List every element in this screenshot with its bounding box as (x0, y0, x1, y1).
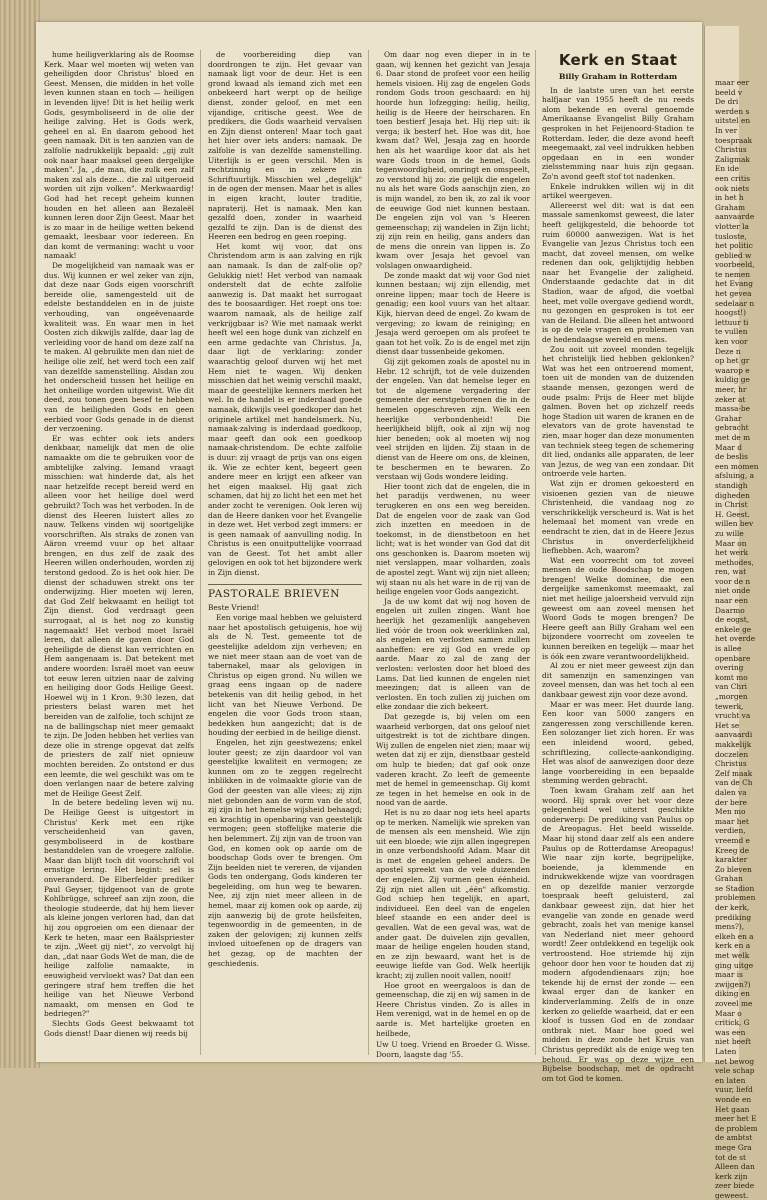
next-page-line: Grahan (715, 874, 743, 884)
next-page-line: de ambtst (715, 1133, 753, 1143)
next-page-line: komt mo (715, 672, 748, 682)
column-divider (200, 50, 201, 1055)
next-page-line: Maar d (715, 442, 742, 452)
next-page-line: zu wille (715, 528, 744, 538)
letter-signature: Uw U toeg. Vriend en Broeder G. Wisse. Doorn, laagste dag '55. (376, 1040, 530, 1059)
next-page-line: der kerk, (715, 903, 750, 913)
next-page-line: karakter (715, 855, 748, 865)
next-page-line: Zaligmak (715, 154, 750, 164)
column-4 (542, 50, 694, 1083)
column-2 (208, 50, 362, 1050)
next-page-line: kerk zijn (715, 1171, 748, 1181)
next-page-line: niet onde (715, 586, 751, 596)
next-page-line: toespraak (715, 135, 753, 145)
next-page-line: waarop e (715, 365, 750, 375)
next-page-line: vuur, liefd (715, 1085, 753, 1095)
column-3 (376, 50, 530, 1059)
paragraph: Engelen, het zijn geestwezens; enkel louter geest; ze zijn daardoor vol van geestelijke kwaliteit en vermogen; ze kunnen om zo te zeggen regelrecht inblikken in de volmaakte glorie van de God der geesten van alle vlees; zij zijn niet gebonden aan de vorm van de stof, zij zijn in het hemelse wijsheid behaagd; en krachtig in openbaring van geestelijk vermogen; geen stoffelijke materie die hen belemmert. Zij zijn van de troon van God, en komen ook op aarde om de boodschap Gods over te brengen. Om Zijn beelden niet te vereren, de vijanden Gods ten ondergang, Gods kinderen ter begeleiding, om hun weg te bewaren. Nee, zij zijn niet meer alleen in de hemel, maar zij komen ook op aarde, zij zijn aanwezig bij de grote heilsfeiten, tegenwoordig in de gemeenten, in de zaken der gelovigen; zij kunnen zelfs invloed uitoefenen op de dragers van het gezag, op de machten der geschiedenis. (208, 737, 362, 968)
next-page-line: Christus (715, 759, 747, 769)
next-page-line: Alleen dan (715, 1162, 755, 1172)
next-page-line: mege Gra (715, 1142, 752, 1152)
next-page-line: dalen va (715, 787, 747, 797)
next-page-line: voorbeeld, (715, 260, 755, 270)
next-page-line: de eogst, (715, 615, 750, 625)
paragraph: Het komt wij voor, dat ons Christendom arm is aan zalving en rijk aan namaak. Is dan de zalf-olie op? Gelukkig niet! Het verbod van namaak onderstelt dat de echte zalfolie aanwezig is. Dat maakt het surrogaat des te boosaardiger. Het roept ons toe: waarom namaak, als de heilige zalf verkrijgbaar is? Wie met namaak werkt heeft wel een hoge dunk van zichzelf en een arme gedachte van Christus. Ja, daar ligt de verklaring: zonder waarachtig geloof durven wij het met Hem niet te wagen. Wij denken misschien dat het weinig verschil maakt, maar de geestelijke kenners merken het wel. In de handel is er inderdaad goede namaak, dikwijls veel goedkoper dan het originele artikel met handelsmerk. Nu, namaak-zalving is inderdaad goedkoop, maar geeft dan ook een goedkoop namaak-christendom. De echte zalfolie is duur: zij vraagt de prijs van ons eigen ik. Wie ze echter kent, begeert geen andere meer en krijgt een afkeer van het eigen maaksel. Hij gaat zich schamen, dat hij zo licht het een met het ander zocht te verenigen. Ook leren wij dan de Heere danken voor het Evangelie in deze wet. Het verbod zegt immers: er is geen namaak of aanvulling nodig. In Christus is een onuitputtelijke voorraad van de Geest. Tot het ambt aller gelovigen en ook tot het bijzondere werk in Zijn dienst. (208, 241, 362, 578)
next-page-line: was een (715, 1027, 746, 1037)
next-page-line: het politic (715, 241, 753, 251)
next-page-line: kerk en a (715, 941, 751, 951)
next-page-line: ken voor (715, 337, 748, 347)
column-divider (535, 50, 536, 1055)
paragraph: Slechts Gods Geest bekwaamt tot Gods dienst! Daar dienen wij reeds bij (44, 1018, 194, 1038)
next-page-line: te vullen (715, 327, 748, 337)
next-page-line: beeld v (715, 87, 743, 97)
paragraph: De mogelijkheid van namaak was er dus. Wij kunnen er wel zeker van zijn, dat deze naar Gods eigen voorschrift bereide olie, samengesteld uit de edelste bestanddelen en in de juiste verhouding, van ongeëvenaarde kwaliteit was. En waar men in het Oosten zich dikwijls zalfde, daar lag de verleiding voor de hand om deze zalf na te maken. Al gebruikte men dan niet de heilige olie zelf, het werd toch een zalf van dezelfde samenstelling. Alsdan zou het onderscheid tussen het heilige en het onheilige worden uitgewist. Wie dit deed, zou tonen geen besef te hebben van de heiligheden Gods en geen eerbied voor Gods genade in de dienst der verzoening. (44, 261, 194, 434)
next-page-line: doczelen (715, 749, 749, 759)
paragraph: Toen kwam Graham zelf aan het woord. Hij sprak over het voor deze gelegenheid wel uiterst geschikte onderwerp: De prediking van Paulus op de Areopagus. Het beeld wisselde. Maar hij stond daar zelf als een andere Paulus op de Rotterdamse Areopagus! Wie naar zijn korte, begrijpelijke, boeiende, ja klemmende en indrukwekkende wijze van voordragen en op dezelfde manier verzorgde toespraak heeft geluisterd, zal dankbaar geweest zijn, dat hier het evangelie van zonde en genade werd gebracht, zoals het van menige kansel van Nederland niet meer gehoord wordt! Zeer ontdekkend en tegelijk ook vertroostend. Hoe striemde hij zijn gehoor door hen voor te houden dat zij modern afgodendienaars zijn; hoe tekende hij de ernst der zonde — een kwaal erger dan de kanker en kinderverlamming. Zelfs de in onze kerken zo geliefde waarheid, dat er een kloof is tussen God en de zondaar ontbrak niet. Maar hoe goed wel midden in deze zonde het Kruis van Christus gepredikt als de enige weg ten behoud. Er was op deze wijze een Bijbelse boodschap, met de opdracht om tot God te komen. (542, 785, 694, 1083)
next-page-line: hoogst!) (715, 308, 747, 318)
next-page-line: voor de n (715, 576, 751, 586)
paragraph: Enkele indrukken willen wij in dit artikel weergeven. (542, 181, 694, 201)
letter-salutation: Beste Vriend! (208, 602, 260, 612)
paragraph: Het is nu zo daar nog iets heel aparts op te merken. Namelijk wie spreken van de mensen als een mensheid. Wie zijn uit een bloede; wie zijn allen ingegrepen in onze verbondshoofd Adam. Maar dit is met de engelen geheel anders. De apostel spreekt van de vele duizenden der engelen. Zij vormen geen éénheid. Zij zijn niet allen uit „één" afkomstig. God schiep hen tegelijk, en apart, individueel. Een deel van de engelen bleef staande en een ander deel is gevallen. Wat de een geval was, wat de ander gaat. De duivelen zijn gevallen, maar de heilige engelen houden stand, en ze zijn bewaard, want het is de eeuwige liefde van God. Welk heerlijk kracht; zij zullen nooit vallen, nooit! (376, 807, 530, 980)
paragraph: Maar er was meer. Het duurde lang. Een koor van 5000 zangers en zangeressen zong verschillende keren. Een solozanger liet zich horen. Er was een inleidend woord, gebed, schriftlezing, collecte-aankondiging. Het was alsof de aanwezigen door deze lange voorbereiding in een bepaalde stemming werden gebracht. (542, 699, 694, 786)
next-page-line: diking en (715, 989, 750, 999)
next-page-line: met de m (715, 432, 751, 442)
next-page-line: massa-be (715, 404, 751, 414)
paragraph: de voorbereiding diep van doordrongen te zijn. Het gevaar van namaak ligt voor de deur. Het is een grond kwaad als iemand zich met een onbekeerd hart werpt op de heilige dienst, zonder geloof, en met een vijandige, critische geest. Wee de predikers, die Gods waarheid vervalsen en Zijn dienst onteren! Maar toch gaat het hier over iets anders: namaak. De zalfolie is van dezelfde samenstelling. Uiterlijk is er geen verschil. Men is rechtzinnig en in zekere zin Schriftuurlijk. Misschien wel „degelijk" in de ogen der mensen. Maar het is alles in eigen kracht, louter traditie, napraterij. Het is namaak. Men kan gezalfd doen, zonder in waarheid gezalfd te zijn. Dan is de dienst des Heeren een bedrog en geen roeping. (208, 50, 362, 242)
next-page-line: niet beeft (715, 1037, 752, 1047)
newspaper-page (36, 22, 702, 1083)
next-page-line: problemen (715, 893, 756, 903)
next-page-line: Maar on (715, 538, 747, 548)
next-page-line: Daarmo (715, 605, 745, 615)
next-page-line: Deze n (715, 346, 741, 356)
next-page-line: met welk (715, 951, 750, 961)
paragraph: Dat gezegde is, bij velen om een waarheid verborgen, dat ons geloof niet uitgestrekt is tot de zichtbare dingen. Wij zullen de engelen niet zien; maar wij weten dat zij er zijn, dienstbaar gesteld om hulp te bieden; dat gaf ook onze vaderen kracht. Zo leeft de gemeente met de hemel in gemeenschap. Gij komt ze tegen in het hemelse en ook in de nood van de aarde. (376, 711, 530, 808)
next-page-line: afsluing, a (715, 471, 755, 481)
next-page-line: enkele ge (715, 624, 752, 634)
next-page-line: zeer biede (715, 1181, 755, 1191)
next-page-line: Grahar (715, 413, 742, 423)
next-page-line: aanvaarde (715, 212, 755, 222)
next-page-line: H. Geest. (715, 509, 750, 519)
next-page-line: tot de st (715, 1152, 746, 1162)
paragraph: Wat zijn er dromen gekoesterd en visioenen gezien van de nieuwe Christenheid, die vandaag nog zo verschrikkelijk verscheurd is. Wat is het helemaal het moment van vrede en eendracht te zien, dat in de Heere Jezus Christus in onverderfelijkheid liefhebben. Ach, waarom? (542, 478, 694, 556)
next-page-line: tewerk, (715, 701, 744, 711)
next-page-line: vreemd e (715, 835, 750, 845)
section-title-pastorale-brieven: PASTORALE BRIEVEN (208, 584, 362, 601)
column-divider (368, 50, 369, 1055)
next-page-line: maar is (715, 970, 743, 980)
next-page-line: Men mo (715, 807, 746, 817)
paragraph: Gij zijt gekomen zoals de apostel nu in Hebr. 12 schrijft, tot de vele duizenden der engelen. Van dat hemelse leger en tot de algemene vergadering der gemeente der eerstgeborenen die in de hemelen opgeschreven zijn. Welk een heerlijke verbondenheid! Die heerlijkheid blijft, ook al zijn wij nog hier beneden; ook al moeten wij nog veel strijden en lijden. Zij staan in de dienst van de Heere om ons, de kleinen, te beschermen en te bewaren. Zo verstaan wij Gods wondere leiding. (376, 357, 530, 482)
next-page-line: in het h (715, 193, 744, 203)
next-page-edge (704, 26, 759, 1200)
next-page-line: Zelf maak (715, 768, 753, 778)
next-page-line: een critis (715, 173, 751, 183)
next-page-line: se Stadion (715, 883, 755, 893)
column-1 (44, 50, 194, 1050)
next-page-line: op het gr (715, 356, 750, 366)
next-page-line: ging uitge (715, 960, 754, 970)
next-page-line: mens?), (715, 922, 745, 932)
next-page-line: het overde (715, 634, 756, 644)
next-page-line: Graham (715, 202, 746, 212)
next-page-line: te nemen (715, 269, 750, 279)
next-page-line: En ide (715, 164, 739, 174)
next-page-line: Laten (715, 1046, 737, 1056)
next-page-line: kuldig ge (715, 375, 750, 385)
paragraph: In de laatste uren van het eerste halfjaar van 1955 heeft de nu reeds alom bekende en overal genoemde Amerikaanse Evangelist Billy Graham gesproken in het Feijenoord-Stadion te Rotterdam. Ieder, die deze avond heeft meegemaakt, zal veel indrukken hebben opgedaan en in een wonder zielsstemming naar huis zijn gegaan. Zo'n avond geeft stof tot nadenken. (542, 85, 694, 181)
page-edge-stack (0, 0, 40, 1068)
article-headline: Kerk en Staat (558, 51, 678, 69)
next-page-line: lettuur ti (715, 317, 749, 327)
next-page-line: „morgen (715, 692, 748, 701)
next-page-line: naar een (715, 596, 748, 606)
next-page-line: geblied w (715, 250, 752, 260)
next-page-line: Zo bleven (715, 864, 752, 874)
next-page-line: tusloste, (715, 231, 747, 241)
next-page-line: wonde en (715, 1094, 752, 1104)
article-byline: Billy Graham in Rotterdam (558, 72, 678, 81)
paragraph: Hier toont zich dat de engelen, die in het paradijs verdwenen, nu weer terugkeren en ons een weg bereiden. Dat de engelen voor de zaak van God zich inzetten en meedoen in de toekomst, in de dienstbetoon en het licht; wat is het wonder van God dat dit ons geschonken is. Daarom moeten wij niet verslappen, maar volharden, zoals de apostel zegt. Want wij zijn niet alleen; wij staan nu als het ware in de rij van de heilige engelen voor Gods aangezicht. (376, 481, 530, 597)
next-page-line: standigh (715, 480, 748, 490)
next-page-line: Maar o (715, 1008, 742, 1018)
next-page-line: overing (715, 663, 744, 673)
paragraph: Een vorige maal hebben we geluisterd naar het apostolisch getuigenis, hoe wij als de N. Test. gemeente tot de geestelijke adeldom zijn verheven; en we niet meer staan aan de voet van de tabernakel, maar als gelovigen in Christus op eigen grond. Nu willen we graag eens ingaan op de nadere betekenis van dit heilig gebod, in het licht van het Nieuwe Verbond. De engelen die voor Gods troon staan, bedekken hun aangezicht; dat is de houding der eerbied in de heilige dienst. (208, 613, 362, 738)
paragraph: Al zou er niet meer geweest zijn dan dit samenzijn en samenzingen van zoveel mensen, dan was het toch al een dankbaar gewest zijn voor deze avond. (542, 661, 694, 699)
next-page-line: geweest. (715, 1190, 749, 1200)
next-page-line: werden s (715, 106, 750, 116)
paragraph: Hoe groot en weergaloos is dan de gemeenschap, die zij en wij samen in de Heere Christus vinden. Zo is alles in Hem verenigd, wat in de hemel en op de aarde is. Met hartelijke groeten en heilbede, (376, 980, 530, 1038)
next-page-line: net bewog (715, 1056, 755, 1066)
next-page-line: een momen (715, 461, 759, 471)
paragraph: In de betere bedeling leven wij nu. De Heilige Geest is uitgestort in Christus' Kerk met een rijke verscheidenheid van gaven, gesymboliseerd in de kostbare bestanddelen van de vroegere zalfolie. Maar dan blijft toch dit voorschrift vol ernstige lering. Het begint: sel is onveranderd. De Elberfelder prediker Paul Geyser, tijdgenoot van de grote Kohlbrügge, schreef aan zijn zoon, die theologie studeerde, dat hij hem liever als kleine jongen verloren had, dan dat hij zou opgroeien om een dienaar der Kerk te heten, maar een Baälspriester te zijn. „Weet gij niet", zo vervolgt hij dan, „dat naar Gods Wet de man, die de heilige zalfolie namaakte, in eeuwigheid vervloekt was? Dat dan een geringere straf hem treffen die het heilige van het Nieuwe Verbond namaakt, om mensen en God te bedriegen?" (44, 798, 194, 1019)
next-page-line: makkelijk (715, 739, 752, 749)
paragraph: Allereerst wel dit: wat is dat een massale samenkomst geweest, die later heeft gelijkgesteld, die behoorde tot ruim 60000 aanwezigen. Wat is het Evangelie van Jezus Christus toch een macht, dat zoveel mensen, om welke redenen dan ook, gelijktijdig hebben naar het Evangelie der zaligheid. Onderstaande gedachte dat in dit Stadion, waar de afgod, die voetbal heet, met volle overgave gediend wordt, nu gezongen en gesproken is tot eer van de Heiland. Die alleen het antwoord is op de vele vragen en problemen van de hedendaagse wereld en mens. (542, 200, 694, 345)
next-page-line: vrucht va (715, 711, 751, 721)
next-page-line: zoveel me (715, 999, 753, 1008)
next-page-line: het gevea (715, 289, 752, 299)
paragraph: Ja de uw komt dat wij nog hoven de engelen uit zullen zingen. Want hoe heerlijk het gezamenlijk aangeheven lied vóór de troon ook weerklinken zal, als engelen en verlosten samen zullen aanheffen: ere zij God en vrede op aarde. Maar zo zal de zang der verlosten: verlosten door het bloed des Lams. Dat lied kunnen de engelen niet meezingen; dat is alleen van de verlosten. En toch zullen zij juichen om elke zondaar die zich bekeert. (376, 596, 530, 712)
next-page-line: In ver (715, 125, 738, 135)
next-page-line: en laten (715, 1075, 746, 1085)
next-page-line: willen bev (715, 519, 754, 529)
paragraph: Wat een voorrecht om tot zoveel mensen de oude Boodschap te mogen brengen! Welke dominee, die een dergelijke samenkomst meemaakt, zal niet met heilige jaloersheid vervuld zijn geweest om aan zoveel mensen het Woord Gods te mogen brengen? De Heere geeft aan Billy Graham wel een bijzondere voorrecht om zoveelen te kunnen bereiken en tegelijk — maar het is óók een zware verantwoordelijkheid. (542, 555, 694, 661)
paragraph: De zonde maakt dat wij voor God niet kunnen bestaan; wij zijn ellendig, met onreine lippen; maar toch de Heere is genadig; een kool vuurs van het altaar. Kijk, hiervan deed de engel. Zo kwam de vergeving; zo kwam de reiniging; en Jesaja werd geroepen om als profeet te gaan tot het volk. Zo is de engel met zijn dienst daar tussenbeide gekomen. (376, 270, 530, 357)
next-page-line: ren, wat (715, 567, 747, 577)
next-page-line: Christus (715, 145, 747, 155)
next-page-line: critick, G (715, 1018, 750, 1028)
next-page-line: der bere (715, 797, 747, 807)
next-page-line: van de Ch (715, 778, 753, 788)
next-page-line: methodes, (715, 557, 754, 567)
next-page-line: Het gaan (715, 1104, 750, 1114)
next-page-line: maar het (715, 816, 749, 826)
next-page-line: het Evang (715, 279, 753, 289)
next-page-line: aanvaardi (715, 730, 753, 740)
next-page-line: vele schap (715, 1066, 755, 1076)
next-page-line: de problem (715, 1123, 758, 1133)
next-page-line: Het se (715, 720, 740, 730)
next-page-line: gebracht (715, 423, 749, 433)
next-page-line: van Chri (715, 682, 748, 692)
next-page-line: zwijgen?) (715, 979, 751, 989)
paragraph: hume heiligverklaring als de Roomse Kerk. Maar wel moeten wij weten van geheiligden door Christus' bloed en Geest. Mensen, die midden in het volle leven kunnen staan en toch — heiligen in levenden lijve! Dit is het heilig werk Gods, gesymboliseerd in de olie der heilige zalving. Het is Gods werk, geheel en al. En daarom gebood het geen namaak. Dit is ten aanzien van de zalfolie nadrukkelijk bepaald: „gij zult ook naar haar maaksel geen dergelijke maken". Ja, „de man, die zulk een zalf maken zal als deze... die zal uitgeroeid worden uit zijn volken". Merkwaardig! God had het recept geheim kunnen houden en het alleen aan Bezaleël kunnen leren door Zijn Geest. Maar het is zo maar in de heilige wetten bekend gemaakt, leesbaar voor iedereen. En dan komt de vermaning: wacht u voor namaak! (44, 50, 194, 261)
next-page-line: is allee (715, 644, 742, 654)
next-page-line: ook niets (715, 183, 749, 193)
next-page-line: uitstel en (715, 116, 751, 126)
next-page-line: openbare (715, 653, 751, 663)
paragraph: Om daar nog even dieper in in te gaan, wij kennen het gezicht van Jesaja 6. Daar stond de profeet voor een heilig hemels visioen. Hij zag de engelen Gods rondom Gods troon geschaard: en hij hoorde hun lofzegging: heilig, heilig, heilig is de Heere der heirscharen. En toen bestierf Jesaja het. Hij riep uit: ik verga; ik besterf het. Hoe was dit, hoe kwam dat? Wel, Jesaja zag en hoorde hen als het waardige koor dat als het ware Gods troon in de hemel, Gods tegenwoordigheid, omringt en omspeelt, zo verstond hij zo: zie gelijk die engelen nu als het ware Gods aanschijn zien, zo is mijn wandel, zo ben ik, zo zal ik voor de eeuwige God niet kunnen bestaan. De engelen zijn vol van 's Heeren gemeenschap; zij wandelen in Zijn licht; zij zijn rein en heilig, gans anders dan de mens die onrein van lippen is. Zo kwam over Jesaja het gevoel van volslagen onwaardigheid. (376, 50, 530, 271)
next-page-line: sedelaar n (715, 298, 755, 308)
next-page-line: prediking (715, 912, 752, 922)
next-page-line: in Christ (715, 500, 748, 510)
next-page-line: zeker at (715, 394, 746, 404)
next-page-line: Kreeg de (715, 845, 749, 855)
next-page-line: meer, hr (715, 385, 747, 394)
next-page-line: De dri (715, 97, 739, 107)
paragraph: Zou ooit uit zoveel monden tegelijk het christelijk lied hebben geklonken? Wat was het een ontroerend moment, toen uit de monden van de duizenden staande mensen, gezongen werd de oude psalm: Prijs de Heer met blijde galmen. Boven het op zichzelf reeds hoge Stadion uit waren de kranen en de elevators van de grote havenstad te zien, maar hoger dan deze monumenten van techniek steeg tegen de schemering dit lied, ondanks alle apparaten, de leer van Jezus, de weg van een zondaar. Dit ontroerde vele harten. (542, 344, 694, 479)
next-page-line: maar eer (715, 78, 749, 87)
next-page-line: het werk (715, 548, 749, 558)
next-page-line: vlotter la (715, 221, 749, 231)
next-page-line: elkeh en a (715, 931, 754, 941)
next-page-line: digheden (715, 490, 750, 500)
next-page-line: verdien, (715, 826, 746, 836)
next-page-column (707, 78, 767, 1200)
next-page-line: de beslis (715, 452, 748, 462)
paragraph: Er was echter ook iets anders denkbaar, namelijk dat men de olie namaakte om die te gebruiken voor de ambtelijke zalving. Iemand vraagt misschien: wat hinderde dat, als het naar hetzelfde recept bereid werd en alleen voor het heilige doel werd gebruikt? Toch was het verboden. In de dienst des Heeren luistert alles zo nauw. Telkens vinden wij soortgelijke voorschriften. Als straks de zonen van Aäron vreemd vuur op het altaar brengen, en dus zelf de zaak des Heeren willen onderhouden, worden zij terstond gedood. Zo is het ook hier. De dienst der schaduwen strekt ons ter onderwijzing. Hier moeten wij leren, dat God Zelf bekwaamt en heiligt tot Zijn dienst. God verdraagt geen surrogaat, al is het nog zo kunstig nagemaakt! Het verbod moet Israël leren, dat alleen de gaven door God geheiligde de dienst kan verrichten en Hem aangenaam is. Dat betekent met andere woorden: Israël moet van eeuw tot eeuw leren uitzien naar de zalving en heiliging door Gods Heilige Geest. Hoewel wij in 1 Kron. 9:30 lezen, dat priesters belast waren met het bereiden van de zalfolie, toch schijnt ze na de ballingschap niet meer gemaakt te zijn. De Joden hebben het verlies van deze olie in strenge opgevat dat zelfs de priesters de zalf niet opnieuw mochten bereiden. Zo ontstond er dus een leemte, die wel geschikt was om te doen verlangen naar de betere zalving met de Heilige Geest Zelf. (44, 433, 194, 798)
next-page-line: meer het E (715, 1114, 757, 1124)
